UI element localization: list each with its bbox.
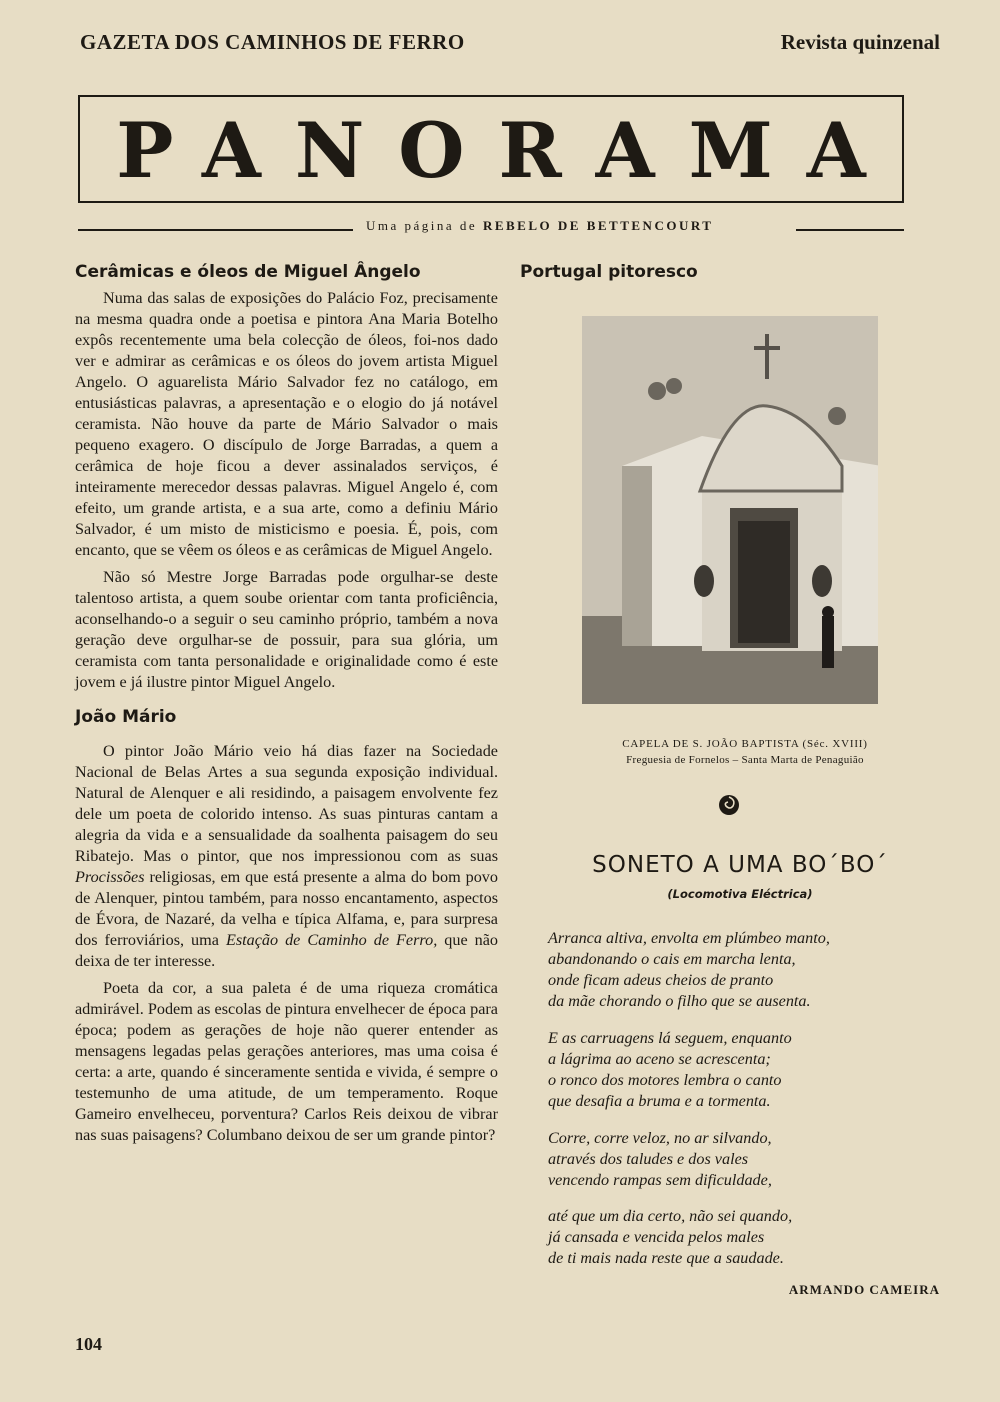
left-column <box>75 262 498 1152</box>
byline-rule-left <box>78 229 353 231</box>
stanza-1 <box>548 928 948 1012</box>
italic-title: Procissões <box>75 868 145 886</box>
stanza-2 <box>548 1028 948 1112</box>
sonnet-subtitle: (Locomotiva Eléctrica) <box>667 887 813 901</box>
sonnet-title: SONETO A UMA BO´BO´ <box>592 852 888 878</box>
byline <box>366 218 713 234</box>
verse-line: já cansada e vencida pelos males <box>548 1228 765 1246</box>
chapel-illustration <box>582 316 878 704</box>
sonnet-author: ARMANDO CAMEIRA <box>788 1282 940 1297</box>
page-number: 104 <box>75 1334 102 1354</box>
text-run: que não deixa de ter interesse. <box>75 931 499 970</box>
photo-caption <box>520 736 970 768</box>
verse-line: através dos taludes e dos vales <box>548 1150 749 1168</box>
section-title-portugal: Portugal pitoresco <box>520 262 698 282</box>
chapel-photo <box>582 316 878 704</box>
text-run: O pintor João Mário veio há dias fazer na Sociedade Nacional de Belas Artes a sua segunda exposição individual. Natural de Alenquer e ali residindo, a paisagem envolvente fez dele um poeta de colorido intenso. As suas pinturas cantam a alegria da vida e a sensualidade da soalhenta paisagem do seu Ribatejo. Mas o pintor, que nos impressionou com as suas <box>75 742 498 865</box>
caption-location: Freguesia de Fornelos – Santa Marta de Penaguião <box>626 754 864 766</box>
caption-title: CAPELA DE S. JOÃO BAPTISTA (Séc. XVIII) <box>622 738 868 750</box>
verse-line: que desafia a bruma e a tormenta. <box>548 1092 771 1110</box>
swirl-ornament-icon <box>718 794 740 816</box>
right-column <box>520 262 940 288</box>
verse-line: até que um dia certo, não sei quando, <box>548 1207 793 1225</box>
paragraph: Não só Mestre Jorge Barradas pode orgulhar-se deste talentoso artista, a quem soube orientar com tanta proficiência, aconselhando-o a seguir o seu caminho próprio, também a nova geração deve orgulhar-se de possuir, para sua glória, um ceramista com tanta personalidade e originalidade como é este jovem e já ilustre pintor Miguel Angelo. <box>75 568 498 691</box>
text-run: religiosas, em que está presente a alma do bom povo de Alenquer, pintou também, para nosso encantamento, aspectos de Évora, de Nazaré, da velha e típica Alfama, e, para surpresa dos ferroviários, uma <box>75 868 498 949</box>
verse-line: Arranca altiva, envolta em plúmbeo manto, <box>548 929 830 947</box>
publication-title: GAZETA DOS CAMINHOS DE FERRO <box>80 30 465 54</box>
verse-line: vencendo rampas sem dificuldade, <box>548 1171 772 1189</box>
verse-line: da mãe chorando o filho que se ausenta. <box>548 992 811 1010</box>
byline-rule-right <box>796 229 904 231</box>
section-title-ceramicas: Cerâmicas e óleos de Miguel Ângelo <box>75 262 421 282</box>
verse-line: a lágrima ao aceno se acrescenta; <box>548 1050 771 1068</box>
verse-line: abandonando o cais em marcha lenta, <box>548 950 796 968</box>
banner-title: PANORAMA <box>116 106 900 195</box>
byline-prefix: Uma página de <box>366 218 478 233</box>
panorama-banner <box>78 95 904 203</box>
stanza-4 <box>548 1206 948 1269</box>
paragraph: Numa das salas de exposições do Palácio Foz, precisamente na mesma quadra onde a poetisa e pintora Ana Maria Botelho expôs recentemente uma bela colecção de óleos, foi-nos dado ver e admirar as cerâmicas e os óleos do jovem artista Miguel Angelo. O aguarelista Mário Salvador fez no catálogo, em entusiásticas palavras, a apresentação e o elogio do já notável ceramista. Não houve da parte de Mário Salvador o mais pequeno exagero. O discípulo de Jorge Barradas, a quem a cerâmica de hoje ficou a dever assinalados serviços, é inteiramente merecedor dessas palavras. Miguel Angelo é, com efeito, um grande artista, e a sua arte, como a definiu Mário Salvador, é um misto de misticismo e poesia. É, pois, com encanto, que se vêem os óleos e as cerâmicas de Miguel Angelo. <box>75 289 498 559</box>
verse-line: Corre, corre veloz, no ar silvando, <box>548 1129 772 1147</box>
stanza-3 <box>548 1128 948 1191</box>
section-title-joao-mario: João Mário <box>75 707 177 727</box>
verse-line: o ronco dos motores lembra o canto <box>548 1071 782 1089</box>
paragraph: Poeta da cor, a sua paleta é de uma riqueza cromática admirável. Podem as escolas de pintura envelhecer de época para época; podem as gerações de hoje não querer entender as mensagens legadas pelas gerações anteriores, mas uma coisa é certa: a arte, quando é sinceramente sentida e vivida, é sempre o testemunho de uma atitude, de um temperamento. Roque Gameiro envelheceu, porventura? Carlos Reis deixou de vibrar nas suas paisagens? Columbano deixou de ser um grande pintor? <box>75 979 498 1144</box>
verse-line: de ti mais nada reste que a saudade. <box>548 1249 784 1267</box>
verse-line: onde ficam adeus cheios de pranto <box>548 971 774 989</box>
italic-title: Estação de Caminho de Ferro, <box>225 931 438 949</box>
publication-subtitle: Revista quinzenal <box>780 30 940 54</box>
byline-author: REBELO DE BETTENCOURT <box>482 218 714 233</box>
paragraph <box>75 741 498 972</box>
verse-line: E as carruagens lá seguem, enquanto <box>548 1029 792 1047</box>
